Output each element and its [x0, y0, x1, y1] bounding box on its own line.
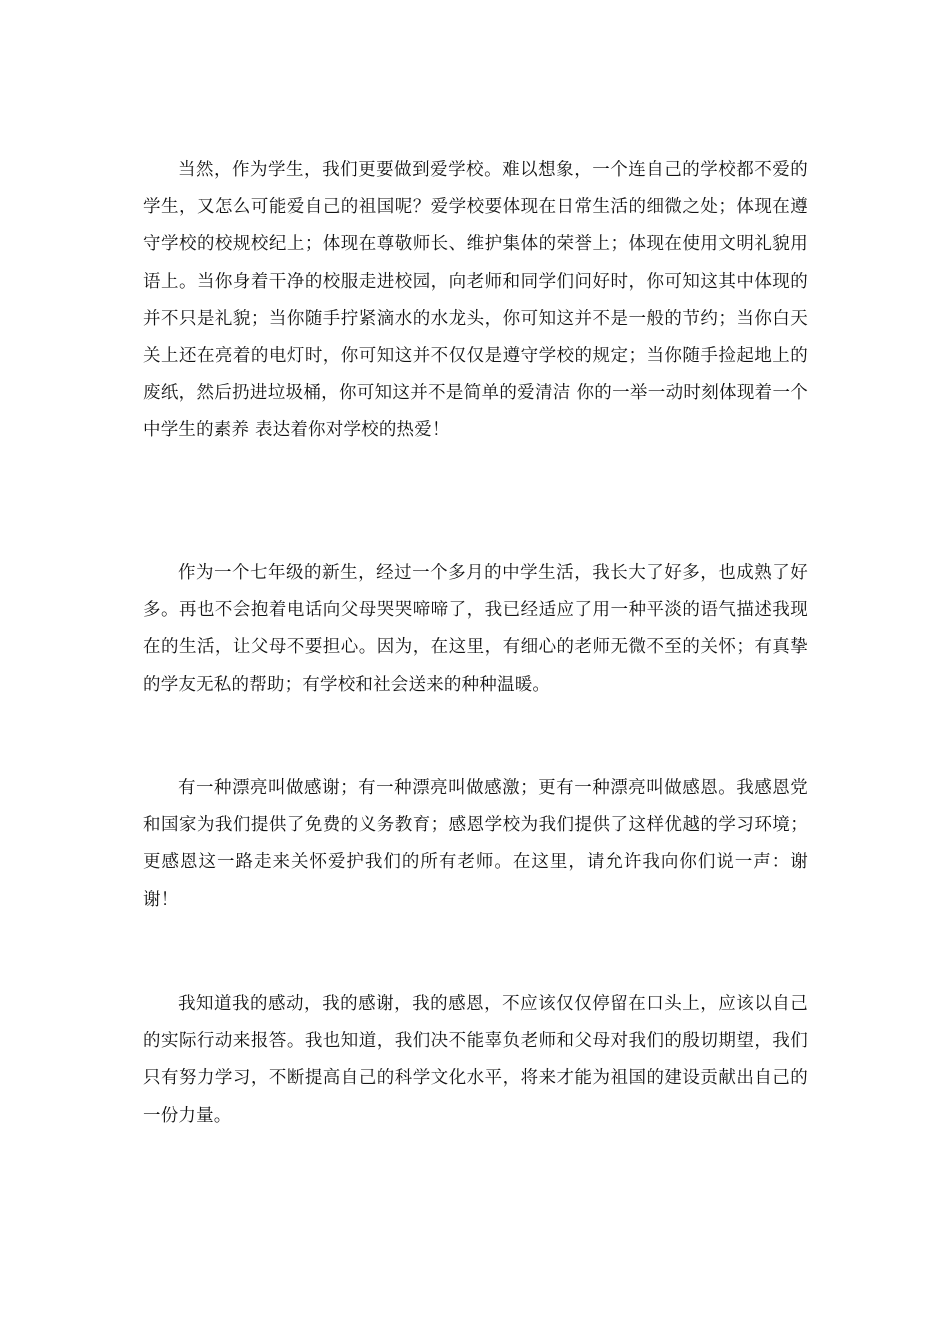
paragraph-love-school: 当然，作为学生，我们更要做到爱学校。难以想象，一个连自己的学校都不爱的学生，又怎么可能爱自己的祖国呢？爱学校要体现在日常生活的细微之处；体现在遵守学校的校规校纪上；体现在尊敬师长、维护集体的荣誉上；体现在使用文明礼貌用语上。当你身着干净的校服走进校园，向老师和同学们问好时，你可知这其中体现的并不只是礼貌；当你随手拧紧滴水的水龙头，你可知这并不是一般的节约；当你白天关上还在亮着的电灯时，你可知这并不仅仅是遵守学校的规定；当你随手捡起地上的废纸，然后扔进垃圾桶，你可知这并不是简单的爱清洁 你的一举一动时刻体现着一个中学生的素养 表达着你对学校的热爱！: [143, 160, 808, 441]
paragraph-action: 我知道我的感动，我的感谢，我的感恩，不应该仅仅停留在口头上，应该以自己的实际行动来报答。我也知道，我们决不能辜负老师和父母对我们的殷切期望，我们只有努力学习，不断提高自己的科学文化水平，将来才能为祖国的建设贡献出自己的一份力量。: [143, 994, 808, 1126]
paragraph-new-student: 作为一个七年级的新生，经过一个多月的中学生活，我长大了好多，也成熟了好多。再也不会抱着电话向父母哭哭啼啼了，我已经适应了用一种平淡的语气描述我现在的生活，让父母不要担心。因为，在这里，有细心的老师无微不至的关怀；有真挚的学友无私的帮助；有学校和社会送来的种种温暖。: [143, 563, 808, 695]
paragraph-gratitude: 有一种漂亮叫做感谢；有一种漂亮叫做感激；更有一种漂亮叫做感恩。我感恩党和国家为我们提供了免费的义务教育；感恩学校为我们提供了这样优越的学习环境；更感恩这一路走来关怀爱护我们的所有老师。在这里，请允许我向你们说一声：谢谢！: [143, 778, 808, 910]
